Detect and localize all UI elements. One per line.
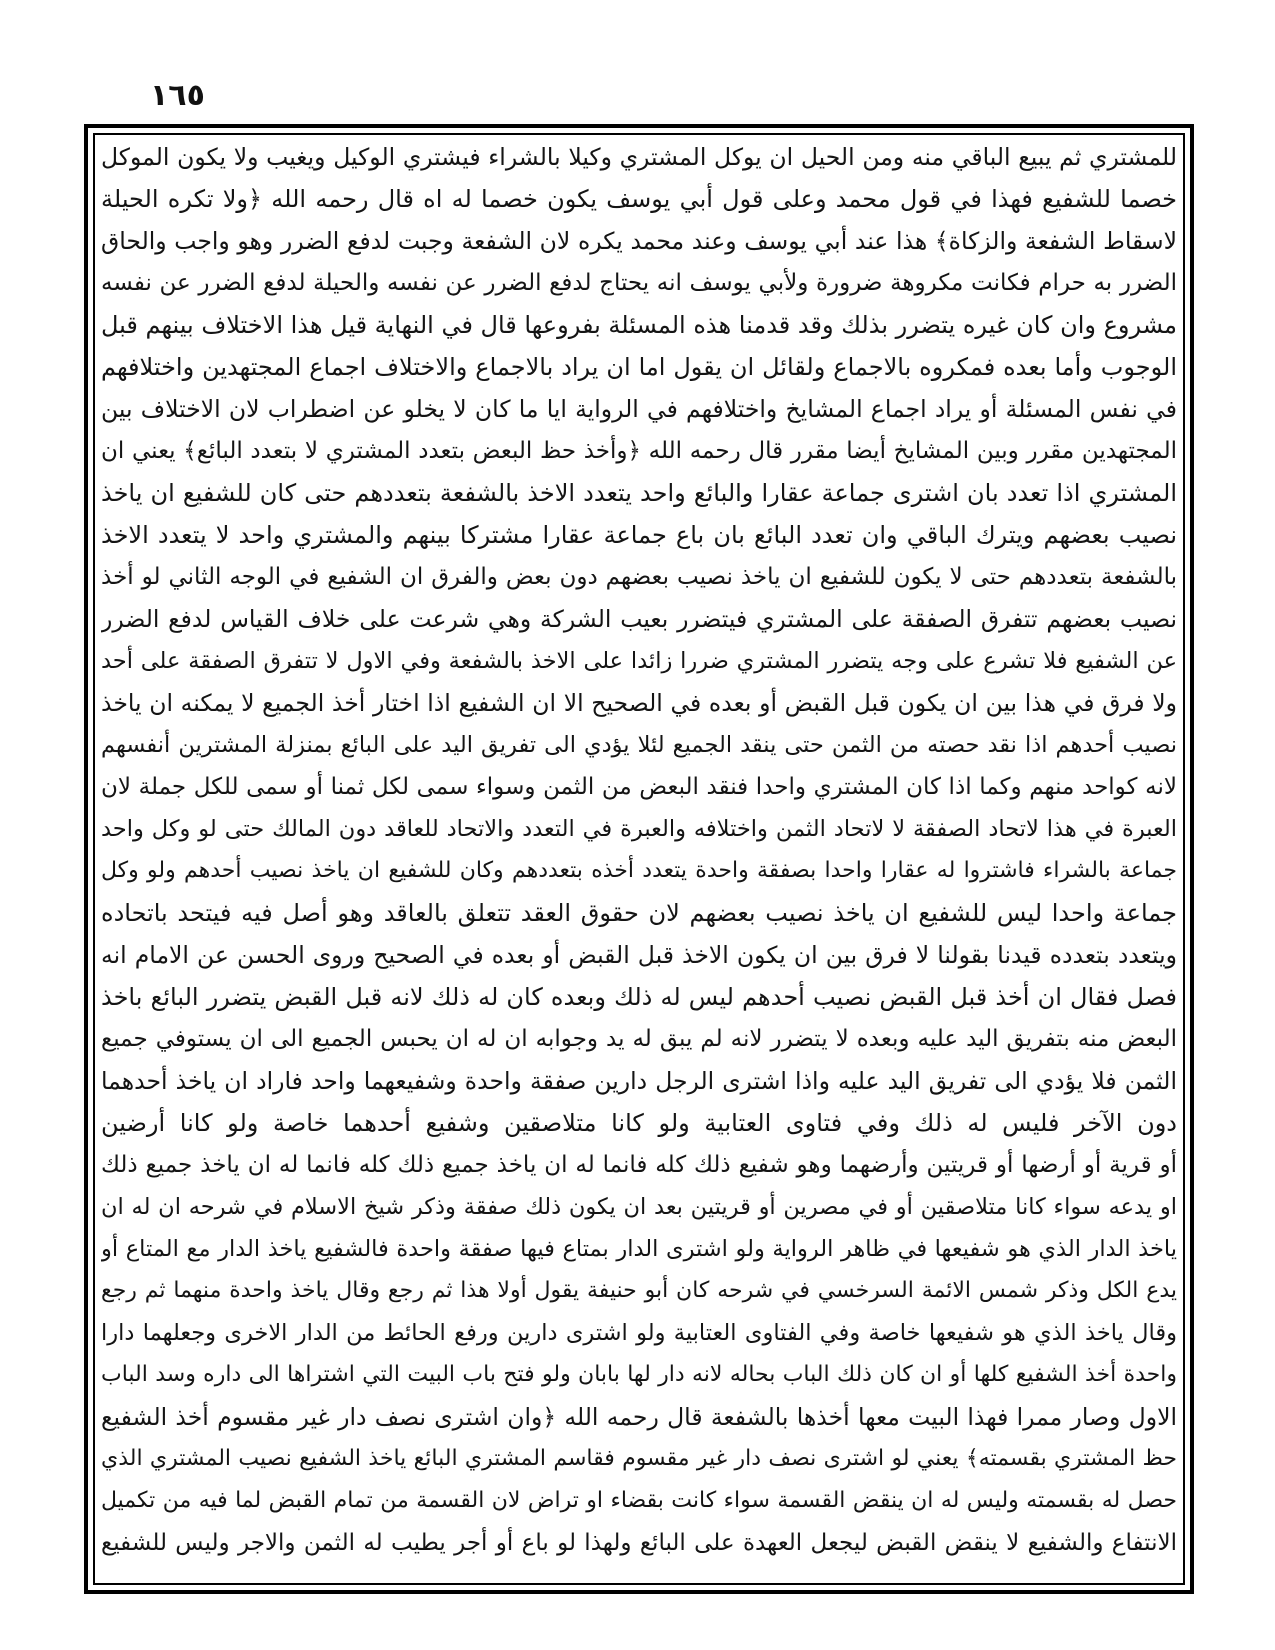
text-line: لانه كواحد منهم وكما اذا كان المشتري واحدا فنقد البعض من الثمن وسواء سمى لكل ثمنا أو سمى للكل جملة لان <box>101 774 1177 800</box>
text-line: نصيب بعضهم ويترك الباقي وان تعدد البائع بان باع جماعة عقارا مشتركا بينهم والمشتري واحد لا يتعدد الاخذ <box>101 521 1177 549</box>
text-line: للمشتري ثم يبيع الباقي منه ومن الحيل ان يوكل المشتري وكيلا بالشراء فيشتري الوكيل ويغيب ولا يكون الموكل <box>101 143 1177 171</box>
text-line: مشروع وان كان غيره يتضرر بذلك وقد قدمنا هذه المسئلة بفروعها قال في النهاية قيل هذا الاختلاف بينهم قبل <box>101 311 1177 339</box>
text-line: يدع الكل وذكر شمس الائمة السرخسي في شرحه كان أبو حنيفة يقول أولا هذا ثم رجع وقال ياخذ واحدة منهما ثم رجع <box>101 1278 1177 1303</box>
text-line: جماعة واحدا ليس للشفيع ان ياخذ نصيب بعضهم لان حقوق العقد تتعلق بالعاقد وهو أصل فيه فيتحد باتحاده <box>101 899 1177 927</box>
text-line: فصل فقال ان أخذ قبل القبض نصيب أحدهم ليس له ذلك وبعده كان له ذلك لانه قبل القبض يتضرر البائع باخذ <box>101 983 1177 1011</box>
text-line: الاول وصار ممرا فهذا البيت معها أخذها بالشفعة قال رحمه الله ﴿وان اشترى نصف دار غير مقسوم أخذ الشفيع <box>101 1403 1177 1431</box>
text-line: ويتعدد بتعدده قيدنا بقولنا لا فرق بين ان يكون الاخذ قبل القبض أو بعده في الصحيح وروى الحسن عن الامام انه <box>101 941 1177 969</box>
text-line: واحدة أخذ الشفيع كلها أو ان كان ذلك الباب بحاله لانه دار لها بابان ولو فتح باب البيت التي اشتراها الى داره وسد الباب <box>101 1362 1177 1387</box>
body-text <box>101 136 1177 1576</box>
text-line: أو قرية أو أرضها أو قريتين وأرضهما وهو شفيع ذلك كله فانما له ان ياخذ جميع ذلك كله فانما له ان ياخذ جميع ذلك <box>101 1152 1177 1178</box>
text-line: المجتهدين مقرر وبين المشايخ أيضا مقرر قال رحمه الله ﴿وأخذ حظ البعض بتعدد المشتري لا بتعدد البائع﴾ يعني ان <box>101 438 1177 464</box>
text-line: حظ المشتري بقسمته﴾ يعني لو اشترى نصف دار غير مقسوم فقاسم المشتري البائع ياخذ الشفيع نصيب المشتري الذي <box>101 1446 1177 1471</box>
text-line: الضرر به حرام فكانت مكروهة ضرورة ولأبي يوسف انه يحتاج لدفع الضرر عن نفسه والحيلة لدفع الضرر عن نفسه <box>101 270 1177 296</box>
text-line: عن الشفيع فلا تشرع على وجه يتضرر المشتري ضررا زائدا على الاخذ بالشفعة وفي الاول لا تتفرق الصفقة على أحد <box>101 648 1177 674</box>
text-line: نصيب بعضهم تتفرق الصفقة على المشتري فيتضرر بعيب الشركة وهي شرعت على خلاف القياس لدفع الضرر <box>101 605 1177 633</box>
text-line: بالشفعة بتعددهم حتى لا يكون للشفيع ان ياخذ نصيب بعضهم دون بعض والفرق ان الشفيع في الوجه الثاني لو أخذ <box>101 564 1177 590</box>
text-line: دون الآخر فليس له ذلك وفي فتاوى العتابية ولو كانا متلاصقين وشفيع أحدهما خاصة ولو كانا أرضين <box>101 1109 1177 1137</box>
page-number: ١٦٥ <box>150 78 205 113</box>
text-line: الثمن فلا يؤدي الى تفريق اليد عليه واذا اشترى الرجل دارين صفقة واحدة وشفيعهما واحد فاراد ان ياخذ أحدهما <box>101 1067 1177 1095</box>
text-line: نصيب أحدهم اذا نقد حصته من الثمن حتى ينقد الجميع لئلا يؤدي الى تفريق اليد على البائع بمنزلة المشترين أنفسهم <box>101 732 1177 758</box>
text-line: ياخذ الدار الذي هو شفيعها في ظاهر الرواية ولو اشترى الدار بمتاع فيها صفقة واحدة فالشفيع ياخذ الدار مع المتاع أو <box>101 1236 1177 1262</box>
text-line: العبرة في هذا لاتحاد الصفقة لا لاتحاد الثمن واختلافه والعبرة في التعدد والاتحاد للعاقد دون المالك حتى لو وكل واحد <box>101 816 1177 842</box>
text-line: وقال ياخذ الذي هو شفيعها خاصة وفي الفتاوى العتابية ولو اشترى دارين ورفع الحائط من الدار الاخرى وجعلهما دارا <box>101 1320 1177 1346</box>
text-line: الوجوب وأما بعده فمكروه بالاجماع ولقائل ان يقول اما ان يراد بالاجماع والاختلاف اجماع المجتهدين واختلافهم <box>101 353 1177 381</box>
text-line: في نفس المسئلة أو يراد اجماع المشايخ واختلافهم في الرواية ايا ما كان لا يخلو عن اضطراب لان الاختلاف بين <box>101 395 1177 423</box>
text-line: جماعة بالشراء فاشتروا له عقارا واحدا بصفقة واحدة يتعدد أخذه بتعددهم وكان للشفيع ان ياخذ نصيب أحدهم ولو وكل <box>101 858 1177 883</box>
text-line: البعض منه بتفريق اليد عليه وبعده لا يتضرر لانه لم يبق له يد وجوابه ان له ان يحبس الجميع الى ان يستوفي جميع <box>101 1026 1177 1052</box>
text-line: الانتفاع والشفيع لا ينقض القبض ليجعل العهدة على البائع ولهذا لو باع أو أجر يطيب له الثمن والاجر وليس للشفيع <box>101 1530 1177 1556</box>
text-line: خصما للشفيع فهذا في قول محمد وعلى قول أبي يوسف يكون خصما له اه قال رحمه الله ﴿ولا تكره الحيلة <box>101 185 1177 213</box>
text-line: او يدعه سواء كانا متلاصقين أو في مصرين أو قريتين بعد ان يكون ذلك صفقة وذكر شيخ الاسلام في شرحه ان له ان <box>101 1194 1177 1220</box>
text-line: المشتري اذا تعدد بان اشترى جماعة عقارا والبائع واحد يتعدد الاخذ بالشفعة بتعددهم حتى كان للشفيع ان ياخذ <box>101 479 1177 507</box>
text-line: ولا فرق في هذا بين ان يكون قبل القبض أو بعده في الصحيح الا ان الشفيع اذا اختار أخذ الجميع لا يمكنه ان ياخذ <box>101 689 1177 717</box>
text-line: حصل له بقسمته وليس له ان ينقض القسمة سواء كانت بقضاء او تراض لان القسمة من تمام القبض لما فيه من تكميل <box>101 1488 1177 1513</box>
text-line: لاسقاط الشفعة والزكاة﴾ هذا عند أبي يوسف وعند محمد يكره لان الشفعة وجبت لدفع الضرر وهو واجب والحاق <box>101 227 1177 255</box>
